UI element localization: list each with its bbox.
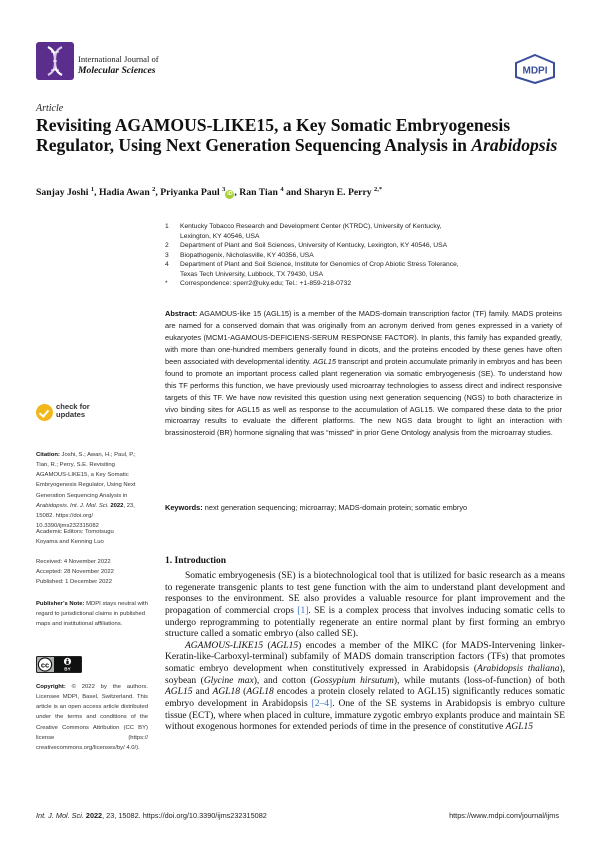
date-received: Received: 4 November 2022 xyxy=(36,559,111,565)
section-heading-introduction: 1. Introduction xyxy=(165,556,227,566)
author-name[interactable]: Priyanka Paul xyxy=(160,187,220,199)
citation-label: Citation: xyxy=(36,452,60,458)
academic-editors xyxy=(36,527,148,547)
citation-italic: Arabidopsis. Int. J. Mol. Sci. xyxy=(36,502,109,509)
journal-name-line1: International Journal of xyxy=(78,54,159,64)
cc-badge-by: BY xyxy=(64,666,71,672)
abstract-gene: AGL15 xyxy=(312,356,336,366)
author-affiliation-number: 3 xyxy=(222,186,226,193)
footer-citation xyxy=(36,811,267,820)
cc-badge-cc: cc xyxy=(40,660,50,670)
date-published: Published: 1 December 2022 xyxy=(36,579,112,586)
author-separator: and xyxy=(283,187,305,199)
check-for-updates-button[interactable] xyxy=(36,402,116,426)
author-separator: , xyxy=(234,187,240,199)
footer-journal: Int. J. Mol. Sci. xyxy=(36,811,84,820)
copyright-notice xyxy=(36,682,148,753)
affiliations xyxy=(165,222,575,289)
article-title xyxy=(36,116,566,155)
paragraph-text: ( xyxy=(263,640,271,651)
affiliation-line: Lexington, KY 40546, USA xyxy=(180,232,260,240)
author-name[interactable]: Ran Tian xyxy=(239,187,278,199)
affiliation-item xyxy=(165,251,575,261)
author-affiliation-number: 4 xyxy=(280,186,284,193)
date-accepted: Accepted: 28 November 2022 xyxy=(36,569,114,576)
gene-name: AGL18 xyxy=(212,687,240,698)
cc-by-license-icon[interactable] xyxy=(36,656,82,673)
author-name[interactable]: Hadia Awan xyxy=(99,187,150,199)
check-updates-line2: updates xyxy=(56,409,86,419)
article-type: Article xyxy=(36,103,64,114)
author-list xyxy=(36,186,566,199)
affiliation-number: 1 xyxy=(165,223,169,230)
gene-name: AGL15 xyxy=(165,687,193,698)
check-updates-icon xyxy=(36,404,53,421)
paragraph-text: and xyxy=(192,687,213,698)
copyright-label: Copyright: xyxy=(36,684,66,690)
abstract-text: transcript and protein accumulate primarily in embryos and has been found to promote an important process called plant regeneration via somatic embryogenesis (SE). To understand how this TF performs this function, we have previously used microarray technologies to assess direct and indirect responsive targets of this TF. We have now revisited this question using next generation sequencing (NGS) to both characterize in vivo binding sites for AGL15 as well as response to the accumulation of AGL15. We compared these data to the prior microarray results to evaluate the different platforms. The new NGS data brought to light an interaction with brassinosteroid (BR) hormone signaling that was “missed” in prior Gene Ontology analysis from the microarray studies. xyxy=(165,356,562,438)
species-name: Arabidopsis thaliana xyxy=(477,664,560,674)
citation-link[interactable]: [1] xyxy=(297,605,309,616)
paragraph xyxy=(165,571,565,641)
journal-name xyxy=(78,55,159,76)
author-affiliation-number: 1 xyxy=(90,186,95,193)
check-updates-line1: check for xyxy=(56,402,90,411)
publisher-note-label: Publisher’s Note: xyxy=(36,601,85,607)
affiliation-item xyxy=(165,260,575,279)
affiliation-number: 3 xyxy=(165,251,169,259)
affiliation-number: 4 xyxy=(165,261,169,269)
paragraph-text: . One of the SE systems in Arabidopsis is embryo culture tissue (ECT), where when placed in culture, immature zygotic embryo explants produce and maintain SE without exogenous hormones for extended periods of time in the presence of constitutive xyxy=(165,698,565,733)
correspondence-line[interactable]: Correspondence: sperr2@uky.edu; Tel.: +1-859-218-0732 xyxy=(180,280,352,288)
author-name[interactable]: Sanjay Joshi xyxy=(36,187,89,199)
orcid-icon[interactable]: iD xyxy=(227,191,233,198)
paragraph-text: ), and cotton ( xyxy=(253,675,314,686)
author-affiliation-number: 2 xyxy=(152,186,156,193)
title-main: Revisiting AGAMOUS-LIKE15, a Key Somatic Embryogenesis Regulator, Using Next Generation Sequencing Analysis in xyxy=(36,115,511,155)
mdpi-logo-text: MDPI xyxy=(522,65,548,77)
paragraph xyxy=(165,641,565,734)
paragraph-text: encodes a protein closely related to AGL15) significantly reduces somatic embryo development in Arabidopsis xyxy=(165,687,566,709)
correspondence xyxy=(165,279,575,289)
affiliation-number: * xyxy=(165,280,168,288)
gene-name: AGL15 xyxy=(270,640,299,651)
citation-link[interactable]: [2–4] xyxy=(311,698,333,709)
abstract-text: AGAMOUS-like 15 (AGL15) is a member of the MADS-domain transcription factor (TF) family. MADS proteins are named for a conserved domain that was originally from an acronym derived from genes expressed in a variety of eukaryotes (MCM1-AGAMOUS-DEFICIENS-SERUM RESPONSE FACTOR). In plants, this family has expanded greatly, with more than one-hundred members generally found in dicots, and the proteins encoded by these genes have often been associated with developmental identity. xyxy=(165,309,562,366)
citation-text: Joshi, S.; Awan, H.; Paul, P.; Tian, R.; Perry, S.E. Revisiting AGAMOUS-LIKE15, a Key Somatic Embryogenesis Regulator, Using Next Generation Sequencing Analysis in xyxy=(36,452,136,499)
keywords xyxy=(165,503,565,512)
author-separator: , xyxy=(94,187,100,199)
affiliation-line: Biopathogenix, Nicholasville, KY 40356, USA xyxy=(180,251,314,259)
gene-name: AGAMOUS-LIKE15 xyxy=(185,640,264,651)
publisher-note xyxy=(36,599,148,629)
footer-doi[interactable]: , 23, 15082. https://doi.org/10.3390/ijms232315082 xyxy=(102,811,267,820)
copyright-text: © 2022 by the authors. Licensee MDPI, Basel, Switzerland. This article is an open access article distributed under the terms and conditions of the Creative Commons Attribution (CC BY) license (https:// creativecommons.org/licenses/by/ 4.0/). xyxy=(36,684,148,751)
affiliation-item xyxy=(165,222,575,241)
footer-year: 2022 xyxy=(83,811,103,820)
paragraph-text: Somatic embryogenesis (SE) is a biotechnological tool that is utilized for basic research as a means to regenerate transgenic plants to test gene function with the aim to understand plant development and responses to the environment. SE also provides a valuable resource for plant improvement and the propagation of commercial crops xyxy=(165,571,565,616)
author-separator: , xyxy=(155,187,161,199)
paragraph-text: ) encodes a member of the MIKC (for MADS-Intervening linker-Keratin-like-Carboxyl-terminal) subfamily of MADS domain transcription factors (TFs) that promotes somatic embryo development when constitutively expressed in Arabidopsis ( xyxy=(165,640,565,674)
paragraph-text: ), soybean ( xyxy=(165,664,565,686)
citation-doi[interactable]: , 23, 15082. https://doi.org/ 10.3390/ijms232315082 xyxy=(36,502,135,530)
keywords-text: next generation sequencing; microarray; MADS-domain protein; somatic embryo xyxy=(202,503,468,512)
affiliation-line: Department of Plant and Soil Sciences, University of Kentucky, Lexington, KY 40546, USA xyxy=(180,242,448,250)
journal-name-line2: Molecular Sciences xyxy=(78,64,156,76)
author-affiliation-number: 2,* xyxy=(374,186,383,193)
title-italic: Arabidopsis xyxy=(471,134,558,155)
editors-names: Koyama and Kenning Luo xyxy=(36,539,104,546)
paragraph-text: ), while mutants (loss-of-function) of both xyxy=(393,675,565,686)
abstract-label: Abstract: xyxy=(165,309,198,318)
author-name[interactable]: Sharyn E. Perry xyxy=(304,187,372,199)
body-text xyxy=(165,571,565,734)
gene-name: AGL18 xyxy=(246,687,274,698)
affiliation-line: Texas Tech University, Lubbock, TX 79430, USA xyxy=(180,270,324,278)
publisher-note-text: MDPI stays neutral with regard to jurisdictional claims in published maps and institutional affiliations. xyxy=(36,601,148,628)
affiliation-number: 2 xyxy=(165,242,169,250)
paragraph-text: . SE is a complex process that involves inducing somatic cells to undergo reprogramming to potentially regenerate an entire normal plant by first forming an embryo structure called a somatic embryo (also called SE). xyxy=(165,605,565,640)
keywords-label: Keywords: xyxy=(165,503,203,512)
affiliation-line: Kentucky Tobacco Research and Development Center (KTRDC), University of Kentucky, xyxy=(180,223,442,230)
journal-logo xyxy=(36,42,74,80)
species-name: Glycine max xyxy=(203,675,254,686)
species-name: Gossypium hirsutum xyxy=(313,675,394,686)
mdpi-logo xyxy=(514,54,556,84)
paragraph-text: ( xyxy=(239,687,247,698)
citation xyxy=(36,450,148,531)
editors-label: Academic Editors: Tomotsugu xyxy=(36,529,114,535)
footer-journal-url[interactable]: https://www.mdpi.com/journal/ijms xyxy=(449,811,559,820)
gene-name: AGL15 xyxy=(505,722,534,733)
affiliation-line: Department of Plant and Soil Science, Institute for Genomics of Crop Abiotic Stress Tolerance, xyxy=(180,261,459,269)
article-dates xyxy=(36,557,148,587)
abstract xyxy=(165,308,562,439)
affiliation-item xyxy=(165,241,575,251)
citation-year: 2022 xyxy=(108,502,124,509)
